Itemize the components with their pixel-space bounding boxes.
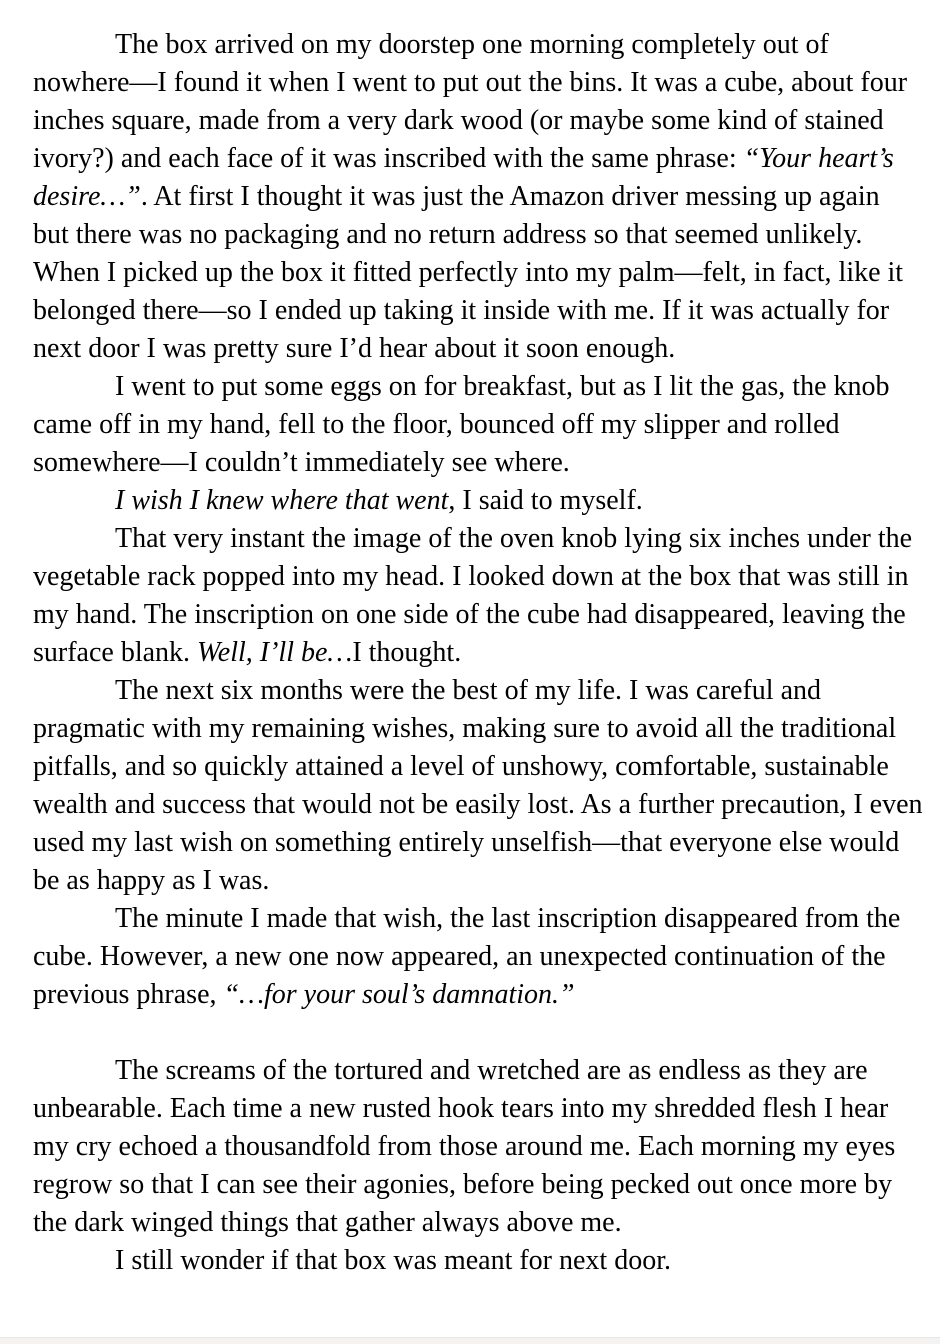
- text-segment: The screams of the tortured and wretched are as endless as they are unbearable. Each time a new rusted hook tears into my shredded flesh I hear my cry echoed a thousandfold from those around me. Each morning my eyes regrow so that I can see their agonies, before being pecked out once more by the dark winged things that gather always above me.: [33, 1055, 903, 1238]
- italic-segment: Well, I’ll be…: [197, 637, 353, 668]
- story-body: [33, 26, 930, 1280]
- italic-segment: I wish I knew where that went: [115, 485, 449, 516]
- text-segment: The next six months were the best of my life. I was careful and pragmatic with my remaining wishes, making sure to avoid all the traditional pitfalls, and so quickly attained a level of unshowy, comfortable, sustainable wealth and success that would not be easily lost. As a further precaution, I even used my last wish on something entirely unselfish—that everyone else would be as happy as I was.: [33, 675, 930, 896]
- text-segment: The box arrived on my doorstep one morning completely out of nowhere—I found it when I went to put out the bins. It was a cube, about four inches square, made from a very dark wood (or maybe some kind of stained ivory?) and each face of it was inscribed with the same phrase:: [33, 29, 915, 174]
- story-paragraph: [33, 482, 923, 520]
- paragraph-spacer: [33, 1014, 923, 1052]
- italic-segment: “…for your soul’s damnation.”: [223, 979, 575, 1010]
- story-paragraph: [33, 368, 923, 482]
- text-segment: That very instant the image of the oven knob lying six inches under the vegetable rack popped into my head. I looked down at the box that was still in my hand. The inscription on one side of the cube had disappeared, leaving the surface blank.: [33, 523, 920, 668]
- story-paragraph: [33, 1242, 923, 1280]
- italic-segment: “Your heart’s desire…”: [33, 143, 901, 212]
- story-paragraph: [33, 520, 923, 672]
- text-segment: I went to put some eggs on for breakfast, but as I lit the gas, the knob came off in my hand, fell to the floor, bounced off my slipper and rolled somewhere—I couldn’t immediately see where.: [33, 371, 897, 478]
- page-bottom-edge: [0, 1337, 940, 1344]
- text-segment: I still wonder if that box was meant for next door.: [115, 1245, 671, 1276]
- text-segment: . At first I thought it was just the Amazon driver messing up again but there was no packaging and no return address so that seemed unlikely. When I picked up the box it fitted perfectly into my palm—felt, in fact, like it belonged there—so I ended up taking it inside with me. If it was actually for next door I was pretty sure I’d hear about it soon enough.: [33, 181, 911, 364]
- text-segment: The minute I made that wish, the last inscription disappeared from the cube. However, a new one now appeared, an unexpected continuation of the previous phrase,: [33, 903, 908, 1010]
- story-paragraph: [33, 1052, 923, 1242]
- text-segment: I thought.: [352, 637, 462, 668]
- story-paragraph: [33, 672, 930, 900]
- text-segment: , I said to myself.: [448, 485, 643, 516]
- story-paragraph: [33, 26, 923, 368]
- story-paragraph: [33, 900, 923, 1014]
